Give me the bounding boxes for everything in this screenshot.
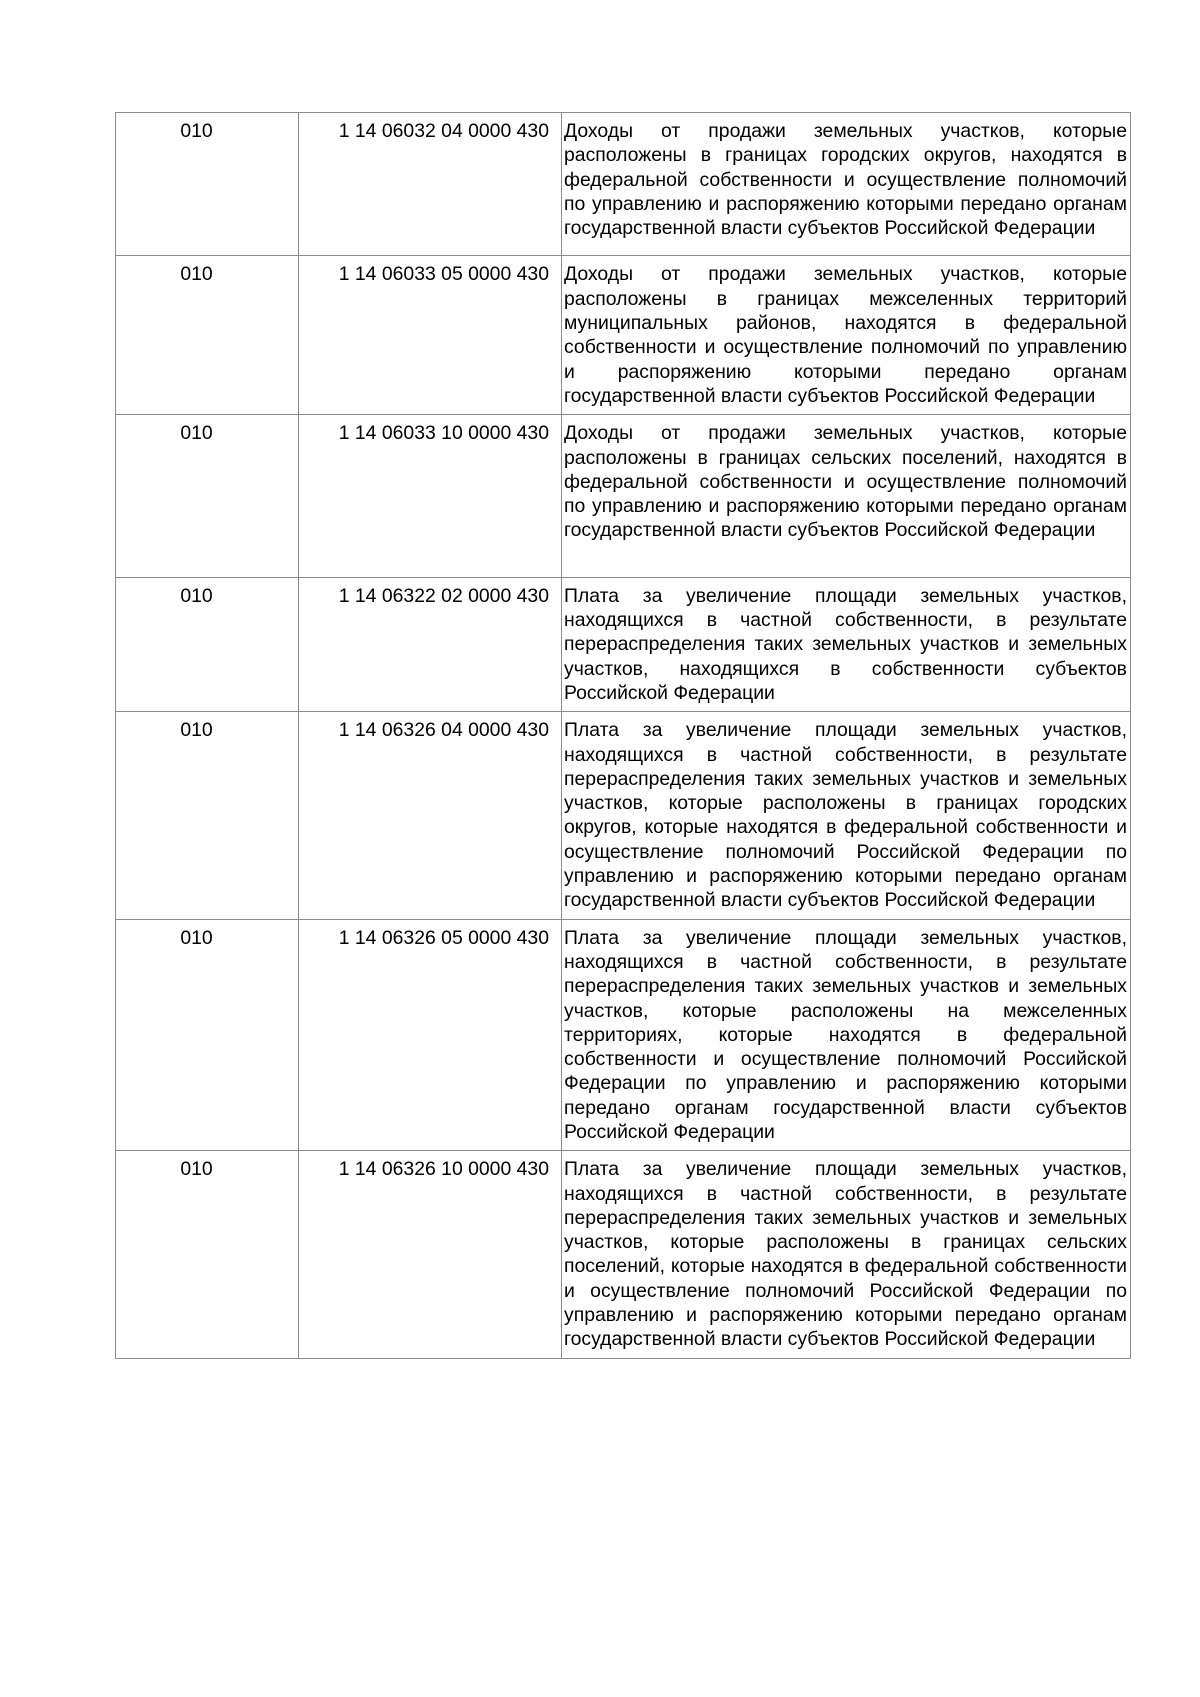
description-cell: Доходы от продажи земельных участков, которые расположены в границах сельских поселений, находятся в федеральной собственности и осуществление полномочий по управлению и распоряжению которыми передано органам государственной власти субъектов Российской Федерации <box>562 415 1131 577</box>
table-row <box>116 919 1131 1151</box>
table-row <box>116 113 1131 256</box>
kbk-code-cell: 1 14 06322 02 0000 430 <box>299 577 562 711</box>
revenue-code-table <box>115 112 1131 1359</box>
description-cell: Плата за увеличение площади земельных участков, находящихся в частной собственности, в результате перераспределения таких земельных участков и земельных участков, которые расположены в границах городских округов, которые находятся в федеральной собственности и осуществление полномочий Российской Федерации по управлению и распоряжению которыми передано органам государственной власти субъектов Российской Федерации <box>562 712 1131 919</box>
admin-code-cell: 010 <box>116 919 299 1151</box>
table-row <box>116 712 1131 919</box>
description-cell: Плата за увеличение площади земельных участков, находящихся в частной собственности, в результате перераспределения таких земельных участков и земельных участков, которые расположены в границах сельских поселений, которые находятся в федеральной собственности и осуществление полномочий Российской Федерации по управлению и распоряжению которыми передано органам государственной власти субъектов Российской Федерации <box>562 1151 1131 1358</box>
admin-code-cell: 010 <box>116 256 299 415</box>
kbk-code-cell: 1 14 06326 10 0000 430 <box>299 1151 562 1358</box>
admin-code-cell: 010 <box>116 415 299 577</box>
table-row <box>116 415 1131 577</box>
description-cell: Плата за увеличение площади земельных участков, находящихся в частной собственности, в результате перераспределения таких земельных участков и земельных участков, которые расположены на межселенных территориях, которые находятся в федеральной собственности и осуществление полномочий Российской Федерации по управлению и распоряжению которыми передано органам государственной власти субъектов Российской Федерации <box>562 919 1131 1151</box>
table-row <box>116 256 1131 415</box>
kbk-code-cell: 1 14 06033 05 0000 430 <box>299 256 562 415</box>
admin-code-cell: 010 <box>116 577 299 711</box>
description-cell: Доходы от продажи земельных участков, которые расположены в границах городских округов, находятся в федеральной собственности и осуществление полномочий по управлению и распоряжению которыми передано органам государственной власти субъектов Российской Федерации <box>562 113 1131 256</box>
description-cell: Плата за увеличение площади земельных участков, находящихся в частной собственности, в результате перераспределения таких земельных участков и земельных участков, находящихся в собственности субъектов Российской Федерации <box>562 577 1131 711</box>
admin-code-cell: 010 <box>116 712 299 919</box>
description-cell: Доходы от продажи земельных участков, которые расположены в границах межселенных территорий муниципальных районов, находятся в федеральной собственности и осуществление полномочий по управлению и распоряжению которыми передано органам государственной власти субъектов Российской Федерации <box>562 256 1131 415</box>
table-row <box>116 1151 1131 1358</box>
admin-code-cell: 010 <box>116 1151 299 1358</box>
kbk-code-cell: 1 14 06326 05 0000 430 <box>299 919 562 1151</box>
admin-code-cell: 010 <box>116 113 299 256</box>
kbk-code-cell: 1 14 06033 10 0000 430 <box>299 415 562 577</box>
table-row <box>116 577 1131 711</box>
kbk-code-cell: 1 14 06326 04 0000 430 <box>299 712 562 919</box>
kbk-code-cell: 1 14 06032 04 0000 430 <box>299 113 562 256</box>
